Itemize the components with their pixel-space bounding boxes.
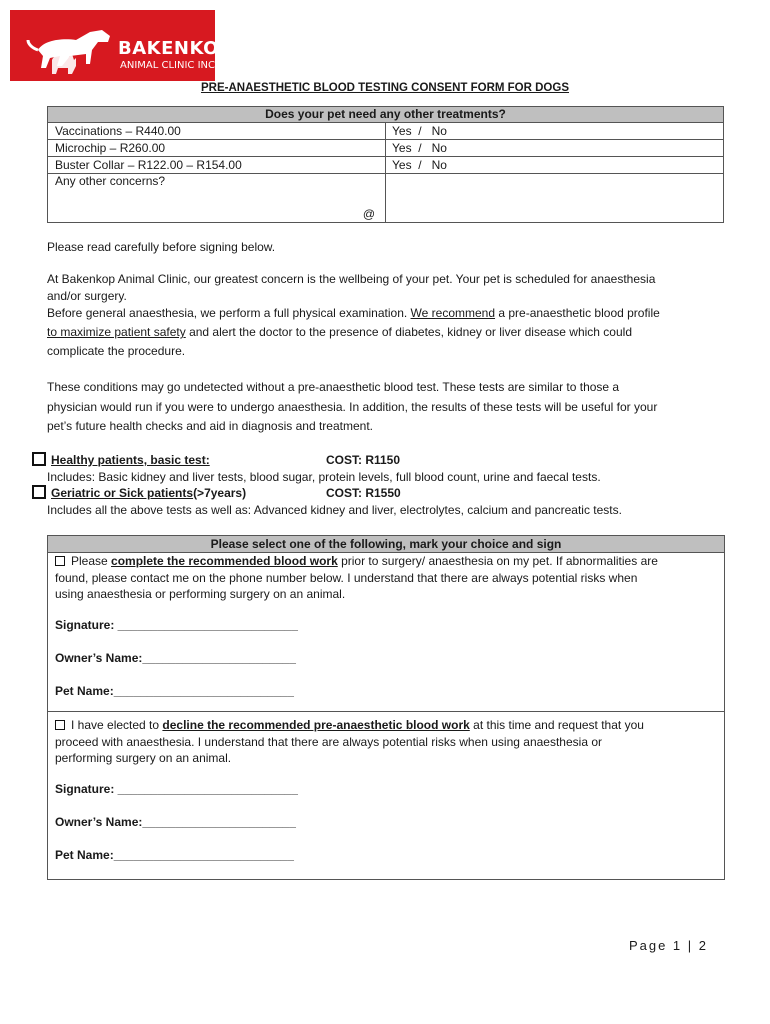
accept-text: Please — [71, 554, 112, 568]
intro-text: and/or surgery. — [47, 289, 127, 303]
accept-owner-name-field[interactable]: Owner’s Name:_______________________ — [55, 651, 296, 665]
intro-text: complicate the procedure. — [47, 344, 186, 358]
treatment-item: Buster Collar – R122.00 – R154.00 — [48, 157, 386, 174]
yes-no-choice[interactable]: Yes / No — [386, 140, 724, 157]
concerns-blank[interactable] — [386, 174, 724, 223]
concerns-field[interactable] — [48, 174, 386, 223]
logo-subtitle: ANIMAL CLINIC INC. — [120, 60, 219, 71]
yes-no-choice[interactable]: Yes / No — [386, 157, 724, 174]
intro-line — [47, 323, 727, 342]
geriatric-cost: COST: R1550 — [326, 486, 401, 500]
geriatric-age: (>7years) — [193, 486, 247, 500]
accept-section — [55, 553, 717, 603]
page-number: Page 1 | 2 — [628, 938, 708, 953]
concerns-row — [48, 174, 724, 223]
intro-text: Before general anaesthesia, we perform a full physical examination. — [47, 306, 411, 320]
geriatric-label: Geriatric or Sick patients — [51, 486, 194, 500]
decline-text: proceed with anaesthesia. I understand that there are always potential risks when using anaesthesia or — [55, 734, 602, 749]
accept-checkbox[interactable] — [55, 556, 65, 566]
intro-text: These conditions may go undetected without a pre-anaesthetic blood test. These tests are similar to those a — [47, 380, 620, 394]
healthy-includes: Includes: Basic kidney and liver tests, blood sugar, protein levels, full blood count, urine and faecal tests. — [47, 470, 601, 484]
logo-name: BAKENKOP — [118, 38, 233, 59]
intro-text: and alert the doctor to the presence of diabetes, kidney or liver disease which could — [185, 325, 632, 339]
table-row — [48, 157, 724, 174]
healthy-label: Healthy patients, basic test: — [51, 453, 210, 467]
consent-header: Please select one of the following, mark your choice and sign — [48, 536, 724, 553]
accept-text: found, please contact me on the phone number below. I understand that there are always potential risks when — [55, 570, 638, 585]
decline-line — [55, 717, 717, 734]
treatment-item: Vaccinations – R440.00 — [48, 123, 386, 140]
accept-pet-name-field[interactable]: Pet Name:___________________________ — [55, 684, 294, 698]
decline-owner-name-field[interactable]: Owner’s Name:_______________________ — [55, 815, 296, 829]
decline-underlined: decline the recommended pre-anaesthetic blood work — [162, 718, 470, 732]
table-row — [48, 140, 724, 157]
concerns-label: Any other concerns? — [55, 174, 166, 188]
accept-text: prior to surgery/ anaesthesia on my pet. If abnormalities are — [337, 554, 658, 568]
healthy-checkbox[interactable] — [32, 452, 46, 466]
clinic-logo — [10, 10, 233, 81]
intro-paragraph-3 — [47, 378, 727, 437]
yes-no-choice[interactable]: Yes / No — [386, 123, 724, 140]
treatments-header: Does your pet need any other treatments? — [48, 107, 724, 123]
treatments-table — [47, 106, 724, 223]
section-divider — [48, 711, 724, 712]
intro-paragraph-1 — [47, 271, 727, 305]
accept-signature-field[interactable]: Signature: ___________________________ — [55, 618, 298, 632]
accept-text: using anaesthesia or performing surgery on an animal. — [55, 587, 346, 601]
at-symbol: @ — [362, 207, 375, 221]
intro-text: a pre-anaesthetic blood profile — [495, 306, 660, 320]
decline-text: performing surgery on an animal. — [55, 751, 232, 765]
intro-text: pet’s future health checks and aid in diagnosis and treatment. — [47, 419, 373, 433]
healthy-cost: COST: R1150 — [326, 453, 401, 467]
intro-underlined: We recommend — [410, 306, 496, 320]
intro-text: physician would run if you were to undergo anaesthesia. In addition, the results of these tests will be useful for your — [47, 399, 658, 414]
decline-text: I have elected to — [71, 718, 163, 732]
decline-section — [55, 717, 717, 767]
accept-underlined: complete the recommended blood work — [111, 554, 338, 568]
decline-pet-name-field[interactable]: Pet Name:___________________________ — [55, 848, 294, 862]
read-carefully-text: Please read carefully before signing below. — [47, 240, 276, 254]
decline-signature-field[interactable]: Signature: ___________________________ — [55, 782, 298, 796]
table-row — [48, 123, 724, 140]
healthy-option — [32, 452, 732, 468]
geriatric-includes: Includes all the above tests as well as: Advanced kidney and liver, electrolytes, calcium and pancreatic tests. — [47, 503, 622, 517]
intro-underlined: to maximize patient safety — [47, 325, 186, 339]
geriatric-option — [32, 485, 732, 501]
intro-paragraph-2 — [47, 304, 727, 361]
geriatric-checkbox[interactable] — [32, 485, 46, 499]
intro-line — [47, 304, 727, 323]
consent-box — [47, 535, 725, 880]
page-title: PRE-ANAESTHETIC BLOOD TESTING CONSENT FORM FOR DOGS — [200, 82, 569, 94]
decline-checkbox[interactable] — [55, 720, 65, 730]
decline-text: at this time and request that you — [469, 718, 644, 732]
intro-text: At Bakenkop Animal Clinic, our greatest concern is the wellbeing of your pet. Your pet is scheduled for anaesthesia — [47, 272, 656, 286]
accept-line — [55, 553, 717, 570]
treatment-item: Microchip – R260.00 — [48, 140, 386, 157]
